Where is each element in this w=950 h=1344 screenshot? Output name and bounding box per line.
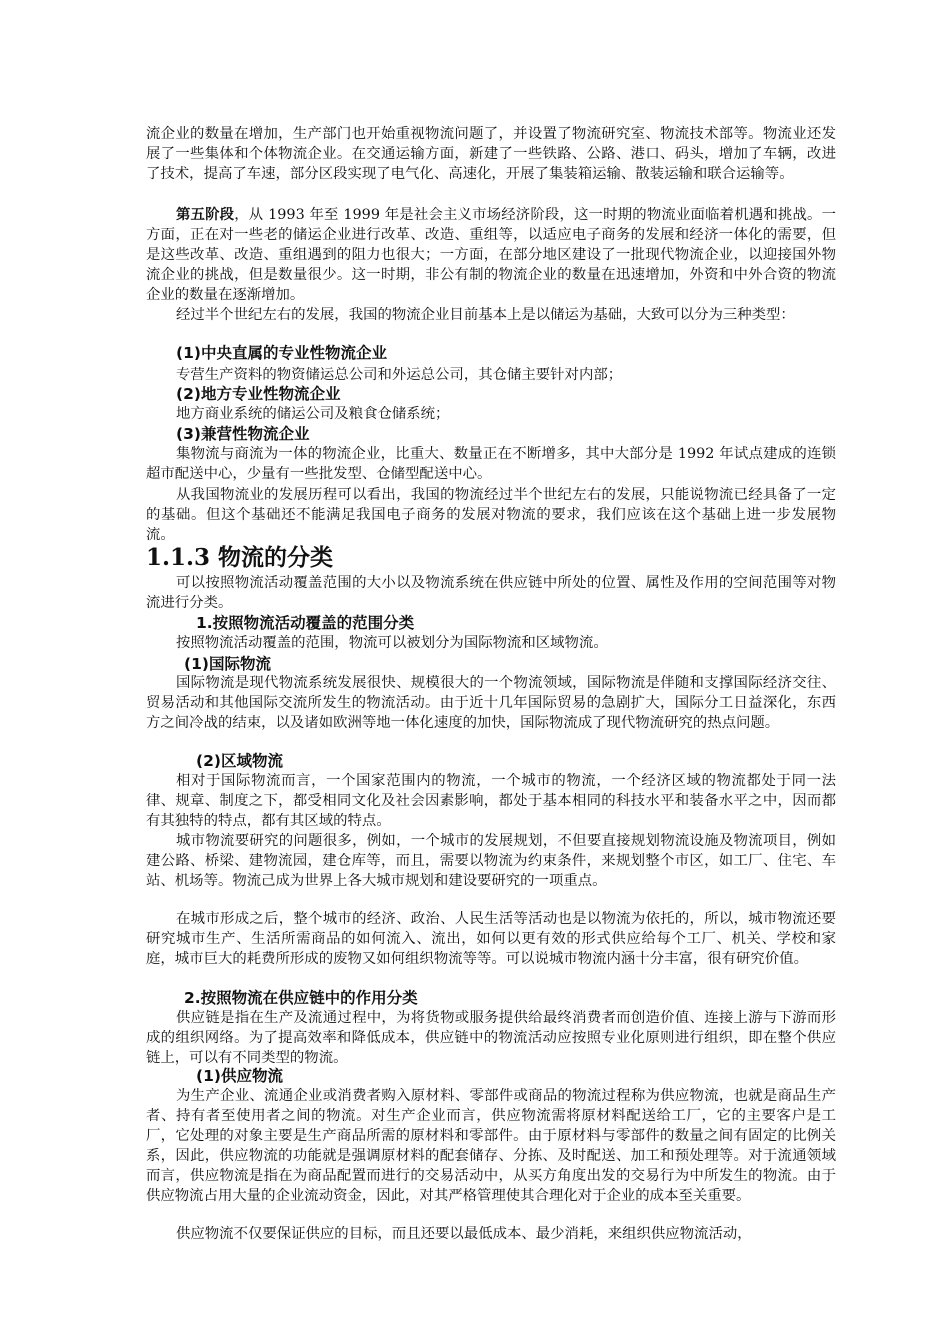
sub-heading: (1)中央直属的专业性物流企业	[176, 344, 387, 362]
sub-heading: 1.按照物流活动覆盖的范围分类	[196, 614, 415, 632]
sub-heading: (3)兼营性物流企业	[176, 425, 310, 443]
body-paragraph: 集物流与商流为一体的物流企业，比重大、数量正在不断增多，其中大部分是 1992 年试点建成的连锁超市配送中心，少量有一些批发型、仓储型配送中心。	[146, 446, 836, 482]
sub-heading: (1)供应物流	[196, 1067, 283, 1085]
body-paragraph: 按照物流活动覆盖的范围，物流可以被划分为国际物流和区域物流。	[176, 635, 608, 651]
body-paragraph: 经过半个世纪左右的发展，我国的物流企业目前基本上是以储运为基础，大致可以分为三种类型：	[176, 307, 795, 323]
body-paragraph: 供应链是指在生产及流通过程中，为将货物或服务提供给最终消费者而创造价值、连接上游与下游而形成的组织网络。为了提高效率和降低成本，供应链中的物流活动应按照专业化原则进行组织，即在整个供应链上，可以有不同类型的物流。	[146, 1010, 836, 1066]
body-paragraph: 相对于国际物流而言，一个国家范围内的物流，一个城市的物流，一个经济区域的物流都处于同一法律、规章、制度之下，都受相同文化及社会因素影响，都处于基本相同的科技水平和装备水平之中，因而都有其独特的特点，都有其区域的特点。	[146, 773, 836, 829]
body-paragraph: 地方商业系统的储运公司及粮食仓储系统；	[176, 406, 450, 422]
stage-label: 第五阶段	[176, 206, 235, 223]
sub-heading: (2)区域物流	[196, 752, 283, 770]
body-paragraph: 为生产企业、流通企业或消费者购入原材料、零部件或商品的物流过程称为供应物流，也就是商品生产者、持有者至使用者之间的物流。对生产企业而言，供应物流需将原材料配送给工厂，它的主要客户是工厂，它处理的对象主要是生产商品所需的原材料和零部件。由于原材料与零部件的数量之间有固定的比例关系，因此，供应物流的功能就是强调原材料的配套储存、分拣、及时配送、加工和预处理等。对于流通领域而言，供应物流是指在为商品配置而进行的交易活动中，从买方角度出发的交易行为中所发生的物流。由于供应物流占用大量的企业流动资金，因此，对其严格管理使其合理化对于企业的成本至关重要。	[146, 1088, 836, 1204]
body-paragraph: 从我国物流业的发展历程可以看出，我国的物流经过半个世纪左右的发展，只能说物流已经具备了一定的基础。但这个基础还不能满足我国电子商务的发展对物流的要求，我们应该在这个基础上进一步发展物流。	[146, 487, 836, 543]
body-paragraph	[146, 205, 836, 305]
section-title: 1.1.3 物流的分类	[146, 544, 334, 571]
body-paragraph: 在城市形成之后，整个城市的经济、政治、人民生活等活动也是以物流为依托的，所以，城市物流还要研究城市生产、生活所需商品的如何流入、流出，如何以更有效的形式供应给每个工厂、机关、学校和家庭，城市巨大的耗费所形成的废物又如何组织物流等等。可以说城市物流内涵十分丰富，很有研究价值。	[146, 911, 836, 967]
body-paragraph: 可以按照物流活动覆盖范围的大小以及物流系统在供应链中所处的位置、属性及作用的空间范围等对物流进行分类。	[146, 575, 836, 611]
body-paragraph: 供应物流不仅要保证供应的目标，而且还要以最低成本、最少消耗，来组织供应物流活动，	[176, 1226, 752, 1242]
body-paragraph: 城市物流要研究的问题很多，例如，一个城市的发展规划，不但要直接规划物流设施及物流项目，例如建公路、桥梁、建物流园，建仓库等，而且，需要以物流为约束条件，来规划整个市区，如工厂、住宅、车站、机场等。物流己成为世界上各大城市规划和建设要研究的一项重点。	[146, 833, 836, 889]
body-paragraph: 专营生产资料的物资储运总公司和外运总公司，其仓储主要针对内部；	[176, 367, 623, 383]
sub-heading: (2)地方专业性物流企业	[176, 385, 341, 403]
body-paragraph: 国际物流是现代物流系统发展很快、规模很大的一个物流领域，国际物流是伴随和支撑国际经济交往、贸易活动和其他国际交流所发生的物流活动。由于近十几年国际贸易的急剧扩大，国际分工日益深化，东西方之间冷战的结束，以及诸如欧洲等地一体化速度的加快，国际物流成了现代物流研究的热点问题。	[146, 675, 836, 731]
sub-heading: (1)国际物流	[184, 655, 271, 673]
sub-heading: 2.按照物流在供应链中的作用分类	[184, 989, 418, 1007]
paragraph-text: ，从 1993 年至 1999 年是社会主义市场经济阶段，这一时期的物流业面临着机遇和挑战。一方面，正在对一些老的储运企业进行改革、改造、重组等，以适应电子商务的发展和经济一体化的需要，但是这些改革、改造、重组遇到的阻力也很大；一方面，在部分地区建设了一批现代物流企业，以迎接国外物流企业的挑战，但是数量很少。这一时期，非公有制的物流企业的数量在迅速增加，外资和中外合资的物流企业的数量在逐渐增加。	[146, 207, 836, 303]
body-paragraph: 流企业的数量在增加，生产部门也开始重视物流问题了，并设置了物流研究室、物流技术部等。物流业还发展了一些集体和个体物流企业。在交通运输方面，新建了一些铁路、公路、港口、码头，增加了车辆，改进了技术，提高了车速，部分区段实现了电气化、高速化，开展了集装箱运输、散装运输和联合运输等。	[146, 126, 836, 182]
